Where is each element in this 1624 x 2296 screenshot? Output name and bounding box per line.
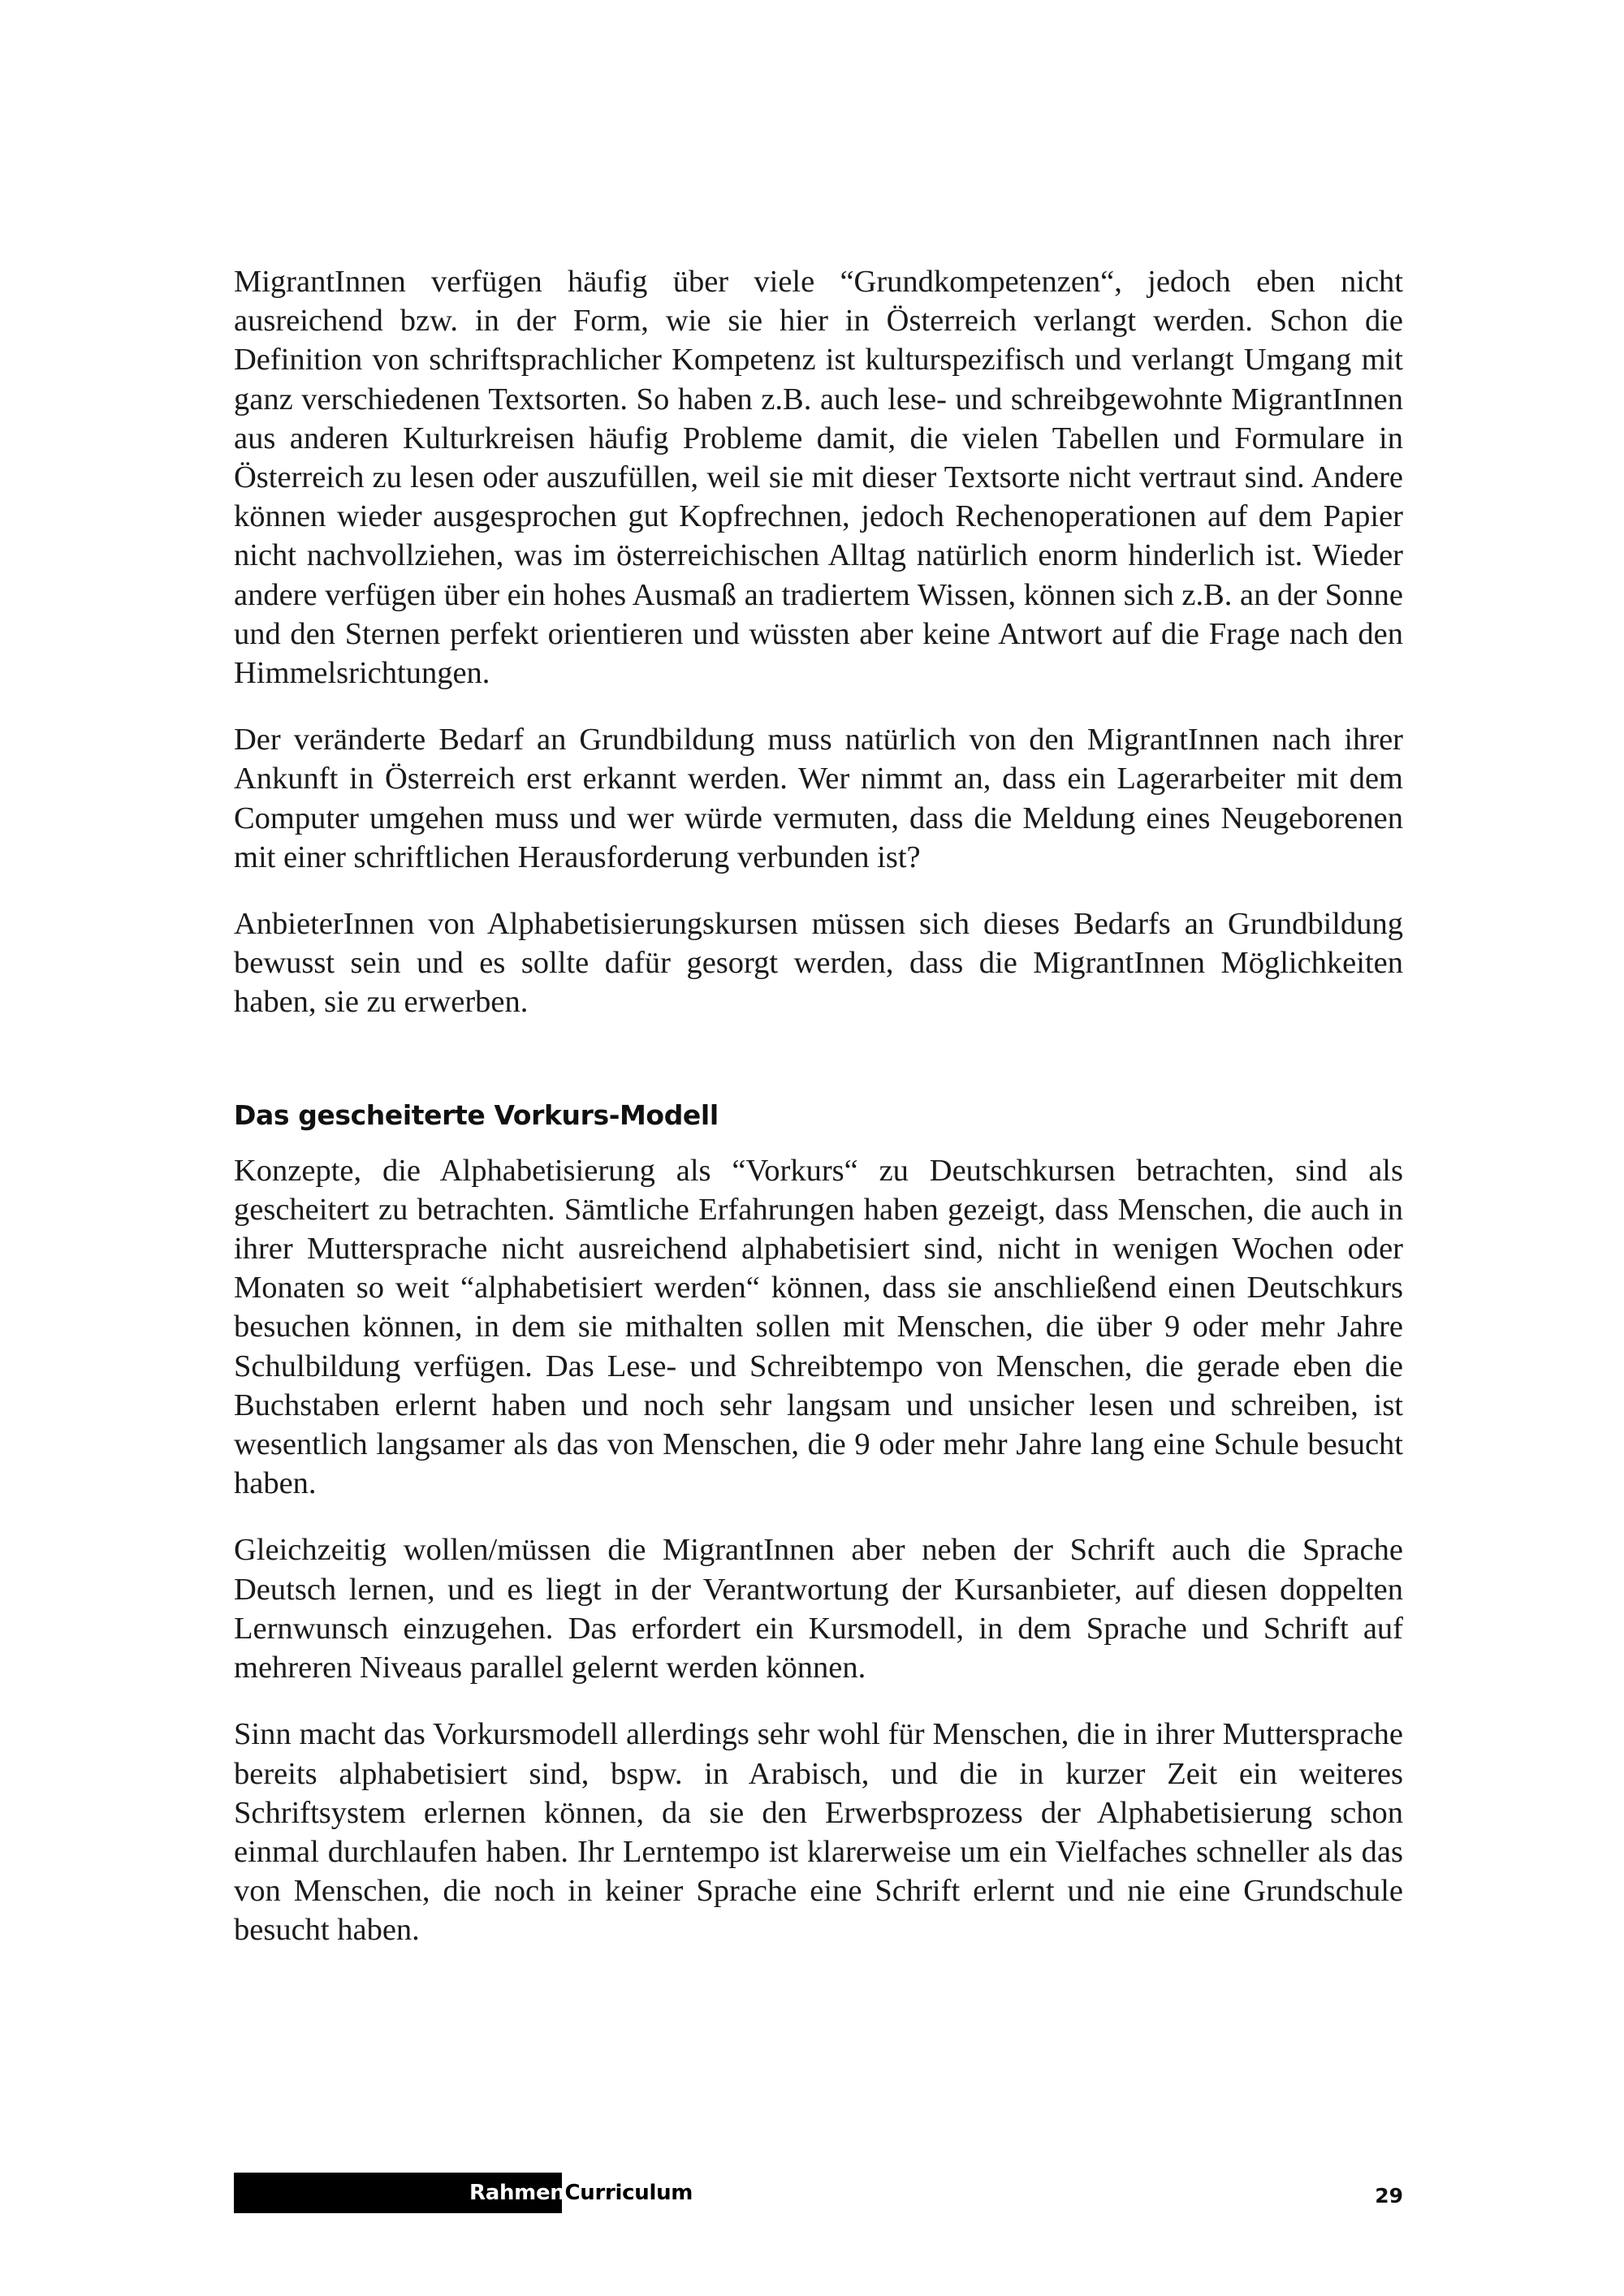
paragraph-anbieterinnen: AnbieterInnen von Alphabetisierungskursen müssen sich dieses Bedarfs an Grundbildung bewusst sein und es sollte dafür gesorgt werden, dass die MigrantInnen Möglichkeiten haben, sie zu erwerben. (234, 907, 1403, 1020)
footer-brand-logo (469, 2173, 693, 2213)
brand-rahmen: Rahmen (469, 2181, 565, 2205)
page-number: 29 (1375, 2184, 1403, 2208)
paragraph-grundkompetenzen: MigrantInnen verfügen häufig über viele “Grundkompetenzen“, jedoch eben nicht ausreichend bzw. in der Form, wie sie hier in Österreich verlangt werden. Schon die Definition von schriftsprachlicher Kompetenz ist kulturspezifisch und verlangt Umgang mit ganz verschiedenen Textsorten. So haben z.B. auch lese- und schreibgewohnte MigrantInnen aus anderen Kulturkreisen häufig Probleme damit, die vielen Tabellen und Formulare in Österreich zu lesen oder auszufüllen, weil sie mit dieser Textsorte nicht vertraut sind. Andere können wieder ausgesprochen gut Kopfrechnen, jedoch Rechenoperationen auf dem Papier nicht nachvollziehen, was im österreichischen Alltag natürlich enorm hinderlich ist. Wieder andere verfügen über ein hohes Ausmaß an tradiertem Wissen, können sich z.B. an der Sonne und den Sternen perfekt orientieren und wüssten aber keine Antwort auf die Frage nach den Himmelsrichtungen. (234, 265, 1403, 691)
page-footer (234, 2173, 1403, 2213)
page-content (234, 262, 1403, 1978)
brand-curriculum: Curriculum (564, 2181, 693, 2205)
paragraph-gleichzeitig: Gleichzeitig wollen/müssen die MigrantInnen aber neben der Schrift auch die Sprache Deutsch lernen, und es liegt in der Verantwortung der Kursanbieter, auf diesen doppelten Lernwunsch einzugehen. Das erfordert ein Kursmodell, in dem Sprache und Schrift auf mehreren Niveaus parallel gelernt werden können. (234, 1533, 1403, 1685)
section-heading: Das gescheiterte Vorkurs-Modell (234, 1098, 719, 1131)
paragraph-konzepte-vorkurs: Konzepte, die Alphabetisierung als “Vorkurs“ zu Deutschkursen betrachten, sind als gescheitert zu betrachten. Sämtliche Erfahrungen haben gezeigt, dass Menschen, die auch in ihrer Muttersprache nicht ausreichend alphabetisiert sind, nicht in wenigen Wochen oder Monaten so weit “alphabetisiert werden“ können, dass sie anschließend einen Deutschkurs besuchen können, in dem sie mithalten sollen mit Menschen, die über 9 oder mehr Jahre Schulbildung verfügen. Das Lese- und Schreibtempo von Menschen, die gerade eben die Buchstaben erlernt haben und noch sehr langsam und unsicher lesen und schreiben, ist wesentlich langsamer als das von Menschen, die 9 oder mehr Jahre lang eine Schule besucht haben. (234, 1153, 1403, 1501)
paragraph-bedarf-grundbildung: Der veränderte Bedarf an Grundbildung muss natürlich von den MigrantInnen nach ihrer Ankunft in Österreich erst erkannt werden. Wer nimmt an, dass ein Lagerarbeiter mit dem Computer umgehen muss und wer würde vermuten, dass die Meldung eines Neugeborenen mit einer schriftlichen Herausforderung verbunden ist? (234, 723, 1403, 874)
paragraph-sinn-vorkursmodell: Sinn macht das Vorkursmodell allerdings sehr wohl für Menschen, die in ihrer Muttersprache bereits alphabetisiert sind, bspw. in Arabisch, und die in kurzer Zeit ein weiteres Schriftsystem erlernen können, da sie den Erwerbsprozess der Alphabetisierung schon einmal durchlaufen haben. Ihr Lerntempo ist klarerweise um ein Vielfaches schneller als das von Menschen, die noch in keiner Sprache eine Schrift erlernt und nie eine Grundschule besucht haben. (234, 1717, 1403, 1948)
